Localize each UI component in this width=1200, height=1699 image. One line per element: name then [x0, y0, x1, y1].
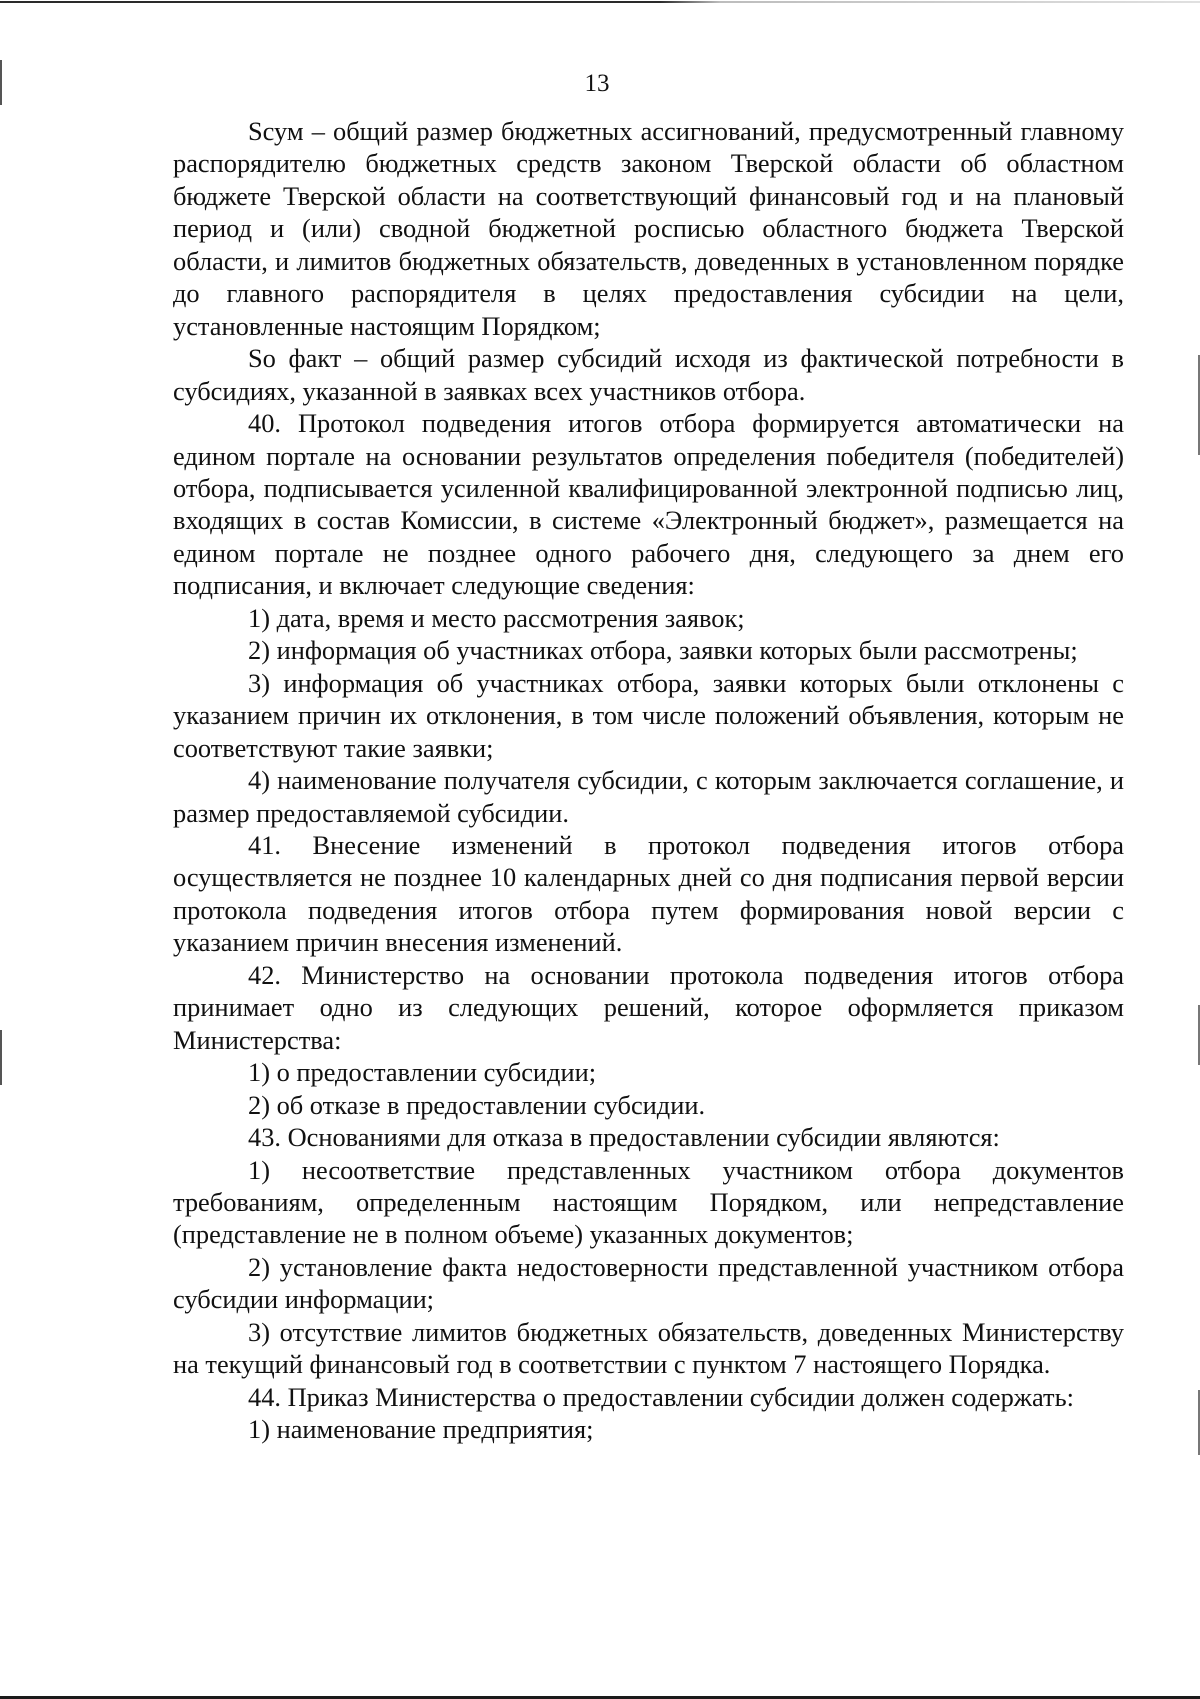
paragraph-40-item-2: 2) информация об участниках отбора, заявки которых были рассмотрены; [248, 635, 1078, 666]
paragraph-40-item-3: 3) информация об участниках отбора, заявки которых были отклонены с указанием причин их отклонения, в том числе положений объявления, которым не соответствуют такие заявки; [173, 667, 1124, 763]
page-number: 13 [584, 70, 610, 97]
paragraph-40-item-4: 4) наименование получателя субсидии, с которым заключается соглашение, и размер предоставляемой субсидии. [173, 765, 1124, 828]
paragraph-40: 40. Протокол подведения итогов отбора формируется автоматически на едином портале на основании результатов определения победителя (победителей) отбора, подписывается усиленной квалифицированной электронной подписью лиц, входящих в состав Комиссии, в системе «Электронный бюджет», размещается на едином портале не позднее одного рабочего дня, следующего за днем его подписания, и включает следующие сведения: [173, 408, 1124, 601]
paragraph-s-sum-definition: Sсум – общий размер бюджетных ассигнований, предусмотренный главному распорядителю бюджетных средств законом Тверской области об областном бюджете Тверской области на соответствующий финансовый год и на плановый период и (или) сводной бюджетной росписью областного бюджета Тверской области, и лимитов бюджетных обязательств, доведенных в установленном порядке до главного распорядителя в целях предоставления субсидии на цели, установленные настоящим Порядком; [173, 116, 1124, 341]
paragraph-s-fact-definition: So факт – общий размер субсидий исходя из фактической потребности в субсидиях, указанной в заявках всех участников отбора. [173, 343, 1124, 406]
scan-edge-left-mark [0, 1030, 2, 1085]
paragraph-43-item-2: 2) установление факта недостоверности представленной участником отбора субсидии информации; [173, 1251, 1124, 1315]
paragraph-42-item-1: 1) о предоставлении субсидии; [248, 1057, 597, 1088]
document-body [173, 115, 1124, 1446]
paragraph-43-item-1: 1) несоответствие представленных участником отбора документов требованиям, определенным настоящим Порядком, или непредставление (представление не в полном объеме) указанных документов; [173, 1154, 1124, 1250]
paragraph-43-item-3: 3) отсутствие лимитов бюджетных обязательств, доведенных Министерству на текущий финансовый год в соответствии с пунктом 7 настоящего Порядка. [173, 1316, 1124, 1380]
paragraph-42: 42. Министерство на основании протокола подведения итогов отбора принимает одно из следующих решений, которое оформляется приказом Министерства: [173, 959, 1124, 1055]
paragraph-42-item-2: 2) об отказе в предоставлении субсидии. [248, 1089, 706, 1120]
paragraph-44: 44. Приказ Министерства о предоставлении субсидии должен содержать: [248, 1381, 1074, 1412]
paragraph-41: 41. Внесение изменений в протокол подведения итогов отбора осуществляется не позднее 10 календарных дней со дня подписания первой версии протокола подведения итогов отбора путем формирования новой версии с указанием причин внесения изменений. [173, 829, 1124, 958]
paragraph-40-item-1: 1) дата, время и место рассмотрения заявок; [248, 602, 745, 633]
scan-edge-top [0, 1, 1200, 3]
paragraph-43: 43. Основаниями для отказа в предоставлении субсидии являются: [248, 1122, 1000, 1153]
paragraph-44-item-1: 1) наименование предприятия; [248, 1414, 594, 1445]
